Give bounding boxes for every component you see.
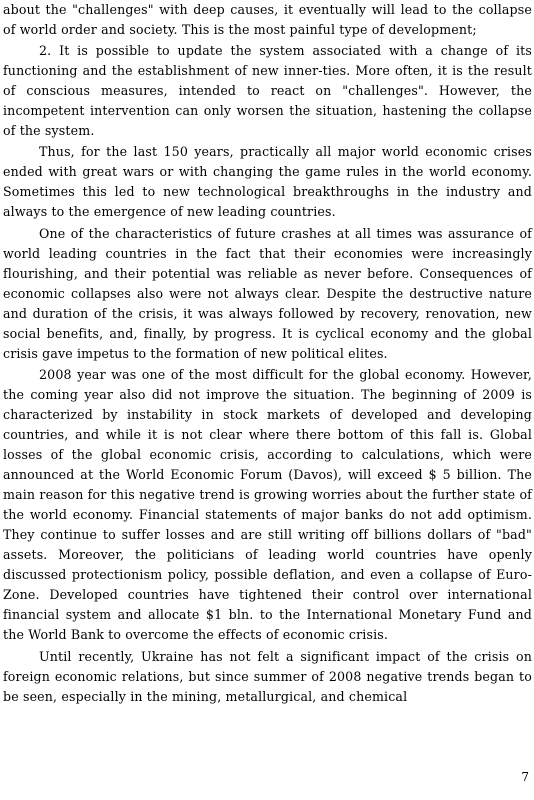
document-page	[3, 0, 532, 800]
paragraph-collapse-continuation: about the "challenges" with deep causes, it eventually will lead to the collapse of world order and society. This is the most painful type of development;	[3, 2, 532, 38]
paragraph-ukraine-impact: Until recently, Ukraine has not felt a significant impact of the crisis on foreign economic relations, but since summer of 2008 negative trends began to be seen, especially in the mining, metallurgical, and chemical	[3, 648, 532, 704]
paragraph-system-update: 2. It is possible to update the system associated with a change of its functioning and the establishment of new inner-ties. More often, it is the result of conscious measures, intended to react on "challenges". However, the incompetent intervention can only worsen the situation, hastening the collapse of the system.	[3, 43, 532, 139]
page-number: 7	[521, 770, 529, 784]
paragraph-2008-economy: 2008 year was one of the most difficult for the global economy. However, the coming year also did not improve the situation. The beginning of 2009 is characterized by instability in stock markets of developed and developing countries, and while it is not clear where there bottom of this fall is. Global losses of the global economic crisis, according to calculations, which were announced at the World Economic Forum (Davos), will exceed $ 5 billion. The main reason for this negative trend is growing worries about the further state of the world economy. Financial statements of major banks do not add optimism. They continue to suffer losses and are still writing off billions dollars of "bad" assets. Moreover, the politicians of leading world countries have openly discussed protectionism policy, possible deflation, and even a collapse of Euro-Zone. Developed countries have tightened their control over international financial system and allocate $1 bln. to the International Monetary Fund and the World Bank to overcome the effects of economic crisis.	[3, 366, 532, 643]
paragraph-historical-crises: Thus, for the last 150 years, practically all major world economic crises ended with great wars or with changing the game rules in the world economy. Sometimes this led to new technological breakthroughs in the industry and always to the emergence of new leading countries.	[3, 144, 532, 220]
paragraph-crash-characteristics: One of the characteristics of future crashes at all times was assurance of world leading countries in the fact that their economies were increasingly flourishing, and their potential was reliable as never before. Consequences of economic collapses also were not always clear. Despite the destructive nature and duration of the crisis, it was always followed by recovery, renovation, new social benefits, and, finally, by progress. It is cyclical economy and the global crisis gave impetus to the formation of new political elites.	[3, 225, 532, 361]
